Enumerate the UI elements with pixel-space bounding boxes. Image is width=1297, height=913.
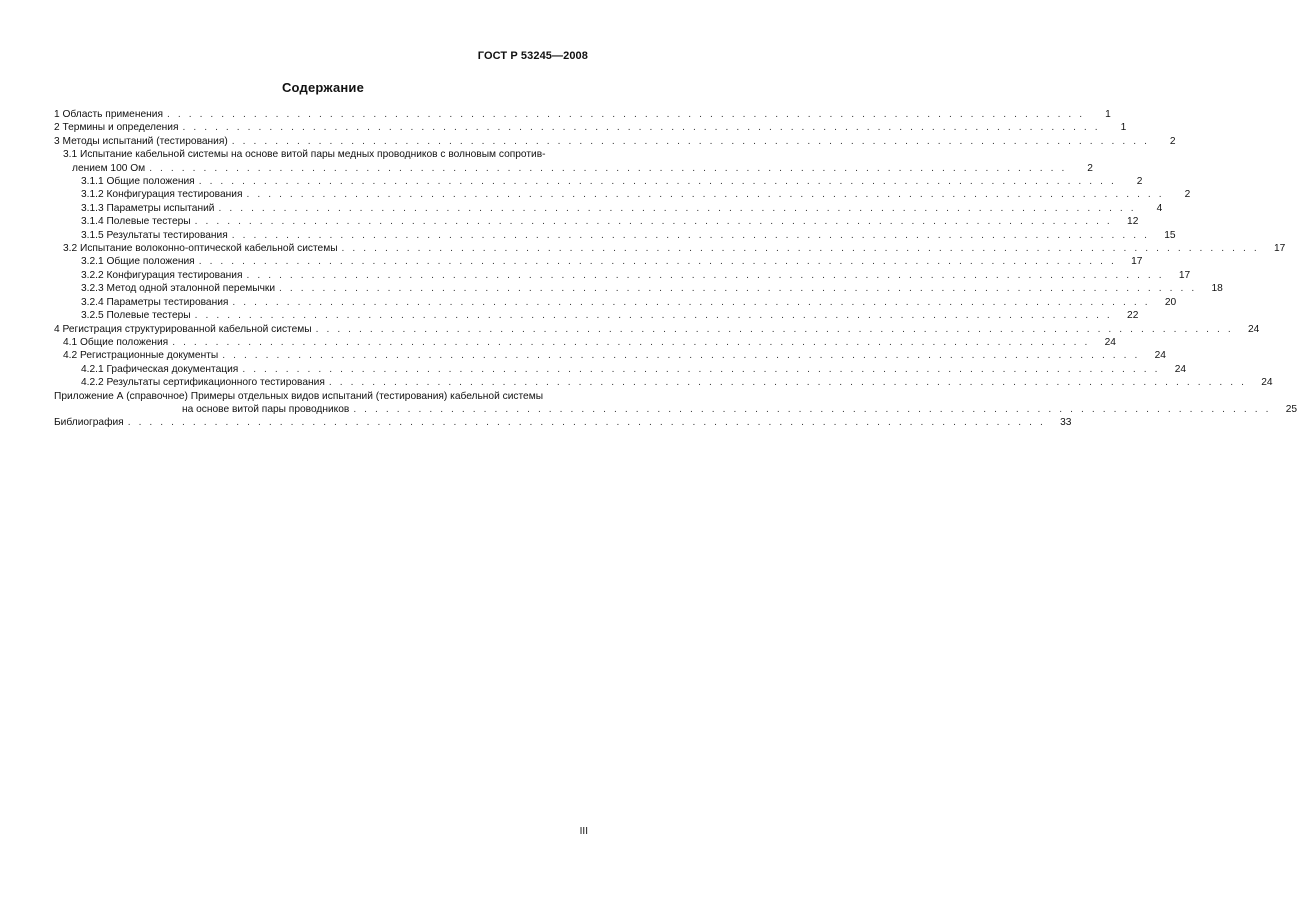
toc-entry-page: 24 [1261,377,1273,389]
toc-entry-page: 20 [1164,296,1177,308]
toc-entry[interactable] [54,108,1111,121]
toc-entry-label: 3.1.4 Полевые тестеры [81,216,191,228]
toc-entry-label: 2 Термины и определения [54,122,179,134]
toc-entry-label: 4.2.1 Графическая документация [81,363,239,375]
toc-entry-page: 24 [1174,363,1187,375]
toc-entry-label: 3 Методы испытаний (тестирования) [54,135,228,147]
leader-dots: . . . . . . . . . . . . . . . . . . . . . . . . . . . . . . . . . . . . . . . . . . . . . . . . . . . . . . . . . . . . . . . . . . . . . . . . . . . . . . . . . . . . . [246,269,1165,281]
leader-dots: . . . . . . . . . . . . . . . . . . . . . . . . . . . . . . . . . . . . . . . . . . . . . . . . . . . . . . . . . . . . . . . . . . . . . . . . . . . . . . . . . . . . . [194,216,1113,228]
toc-entry-label: 4.2.2 Результаты сертификационного тестирования [81,377,325,389]
toc-entry-label-line1: 3.1 Испытание кабельной системы на основе витой пары медных проводников с волновым сопротив- [63,149,546,161]
leader-dots: . . . . . . . . . . . . . . . . . . . . . . . . . . . . . . . . . . . . . . . . . . . . . . . . . . . . . . . . . . . . . . . . . . . . . . . . . . . . . . . . . . . . . [242,363,1161,375]
leader-dots: . . . . . . . . . . . . . . . . . . . . . . . . . . . . . . . . . . . . . . . . . . . . . . . . . . . . . . . . . . . . . . . . . . . . . . . . . . . . . . . . . . . . . [222,350,1140,362]
toc-entry-label: 3.2.3 Метод одной эталонной перемычки [81,283,276,295]
leader-dots: . . . . . . . . . . . . . . . . . . . . . . . . . . . . . . . . . . . . . . . . . . . . . . . . . . . . . . . . . . . . . . . . . . . . . . . . . . . . . . . . . . . . . [328,377,1247,389]
toc-entry-label: Библиография [54,417,124,429]
toc-entry[interactable] [54,188,1191,201]
toc-entry-page: 2 [1184,189,1191,201]
leader-dots: . . . . . . . . . . . . . . . . . . . . . . . . . . . . . . . . . . . . . . . . . . . . . . . . . . . . . . . . . . . . . . . . . . . . . . . . . . . . . . . . . . . . . [172,336,1090,348]
toc-entry-page: 33 [1060,417,1072,429]
toc-entry[interactable] [54,121,1127,134]
leader-dots: . . . . . . . . . . . . . . . . . . . . . . . . . . . . . . . . . . . . . . . . . . . . . . . . . . . . . . . . . . . . . . . . . . . . . . . . . . . . . . . . . . . . . [246,189,1165,201]
toc-entry[interactable] [54,175,1143,188]
toc-entry[interactable] [54,282,1223,295]
toc-entry-page: 15 [1164,229,1176,241]
toc-entry-label: 3.1.2 Конфигурация тестирования [81,189,243,201]
toc-title: Содержание [281,80,365,95]
leader-dots: . . . . . . . . . . . . . . . . . . . . . . . . . . . . . . . . . . . . . . . . . . . . . . . . . . . . . . . . . . . . . . . . . . . . . . . . . . . . . . . . . . . . . [341,243,1260,255]
toc-entry[interactable] [54,376,1273,389]
toc-entry-label: 3.1.1 Общие положения [81,176,195,188]
leader-dots: . . . . . . . . . . . . . . . . . . . . . . . . . . . . . . . . . . . . . . . . . . . . . . . . . . . . . . . . . . . . . . . . . . . . . . . . . . . . . . . . . . . . . [127,417,1046,429]
page-number: III [579,826,588,837]
toc-entry-label: 4 Регистрация структурированной кабельной системы [54,323,312,335]
leader-dots: . . . . . . . . . . . . . . . . . . . . . . . . . . . . . . . . . . . . . . . . . . . . . . . . . . . . . . . . . . . . . . . . . . . . . . . . . . . . . . . . . . . . . [182,122,1101,134]
toc-entry-continuation [63,162,1093,175]
leader-dots: . . . . . . . . . . . . . . . . . . . . . . . . . . . . . . . . . . . . . . . . . . . . . . . . . . . . . . . . . . . . . . . . . . . . . . . . . . . . . . . . . . . . . [232,296,1151,308]
toc-entry-page: 12 [1127,216,1139,228]
toc-entry-page: 2 [1087,162,1093,174]
toc-entry-page: 24 [1104,336,1116,348]
toc-entry-label: 3.2.2 Конфигурация тестирования [81,269,243,281]
leader-dots: . . . . . . . . . . . . . . . . . . . . . . . . . . . . . . . . . . . . . . . . . . . . . . . . . . . . . . . . . . . . . . . . . . . . . . . . . . . . . . . . . . . . . [218,202,1137,214]
toc-entry-page: 22 [1127,310,1139,322]
leader-dots: . . . . . . . . . . . . . . . . . . . . . . . . . . . . . . . . . . . . . . . . . . . . . . . . . . . . . . . . . . . . . . . . . . . . . . . . . . . . . . . . . . . . . [194,310,1113,322]
toc-entry[interactable] [54,255,1143,268]
toc-entry-label: лением 100 Ом [72,162,146,174]
toc-entry-label: 1 Область применения [54,109,163,120]
toc-entry[interactable] [54,323,1260,336]
toc-entry-label: 3.2.1 Общие положения [81,256,195,268]
leader-dots: . . . . . . . . . . . . . . . . . . . . . . . . . . . . . . . . . . . . . . . . . . . . . . . . . . . . . . . . . . . . . . . . . . . . . . . . . . . . . . . . . . . . . [279,283,1197,295]
toc-entry-label-line1: Приложение А (справочное) Примеры отдельных видов испытаний (тестирования) кабельной системы [54,390,544,402]
toc-entry-multiline[interactable] [54,148,1093,175]
leader-dots: . . . . . . . . . . . . . . . . . . . . . . . . . . . . . . . . . . . . . . . . . . . . . . . . . . . . . . . . . . . . . . . . . . . . . . . . . . . . . . . . . . . . . [198,176,1117,188]
toc-entry-label: 4.1 Общие положения [63,336,169,348]
toc-entry[interactable] [54,416,1072,429]
toc-entry-page: 24 [1248,323,1260,335]
toc-entry-label: 3.2.5 Полевые тестеры [81,310,191,322]
toc-entry-page: 17 [1131,256,1143,268]
toc-entry[interactable] [54,349,1166,362]
toc-entry-page: 17 [1273,243,1286,255]
toc-entry[interactable] [54,309,1139,322]
table-of-contents [54,108,1297,430]
toc-entry[interactable] [54,135,1176,148]
toc-entry[interactable] [54,336,1116,349]
toc-entry-page: 2 [1136,176,1143,188]
toc-entry-page: 25 [1285,403,1297,415]
toc-entry-page: 1 [1120,122,1127,134]
toc-entry[interactable] [54,363,1187,376]
leader-dots: . . . . . . . . . . . . . . . . . . . . . . . . . . . . . . . . . . . . . . . . . . . . . . . . . . . . . . . . . . . . . . . . . . . . . . . . . . . . . . . . . . . . . [198,256,1117,268]
toc-entry[interactable] [54,296,1177,309]
toc-entry[interactable] [54,242,1286,255]
leader-dots: . . . . . . . . . . . . . . . . . . . . . . . . . . . . . . . . . . . . . . . . . . . . . . . . . . . . . . . . . . . . . . . . . . . . . . . . . . . . . . . . . . . . . [231,229,1150,241]
toc-entry-page: 17 [1178,269,1191,281]
toc-entry-page: 2 [1169,135,1176,147]
toc-entry[interactable] [54,229,1176,242]
leader-dots: . . . . . . . . . . . . . . . . . . . . . . . . . . . . . . . . . . . . . . . . . . . . . . . . . . . . . . . . . . . . . . . . . . . . . . . . . . . . . . . . . . . . . [166,109,1085,120]
toc-entry-label: 3.2.4 Параметры тестирования [81,296,229,308]
toc-entry-page: 1 [1105,109,1111,120]
leader-dots: . . . . . . . . . . . . . . . . . . . . . . . . . . . . . . . . . . . . . . . . . . . . . . . . . . . . . . . . . . . . . . . . . . . . . . . . . . . . . . . . . . . . . [149,162,1067,174]
toc-entry-multiline[interactable] [54,390,1297,417]
toc-entry-label: 3.2 Испытание волоконно-оптической кабельной системы [63,243,338,255]
toc-entry-label: 4.2 Регистрационные документы [63,350,219,362]
toc-entry[interactable] [54,215,1139,228]
toc-entry-label: 3.1.3 Параметры испытаний [81,202,215,214]
leader-dots: . . . . . . . . . . . . . . . . . . . . . . . . . . . . . . . . . . . . . . . . . . . . . . . . . . . . . . . . . . . . . . . . . . . . . . . . . . . . . . . . . . . . . [353,403,1272,415]
toc-entry-label: 3.1.5 Результаты тестирования [81,229,228,241]
toc-entry-label: на основе витой пары проводников [182,403,350,415]
toc-entry[interactable] [54,202,1163,215]
toc-entry-continuation [54,403,1297,416]
toc-entry[interactable] [54,269,1191,282]
toc-entry-page: 4 [1156,202,1163,214]
toc-entry-page: 18 [1211,283,1223,295]
leader-dots: . . . . . . . . . . . . . . . . . . . . . . . . . . . . . . . . . . . . . . . . . . . . . . . . . . . . . . . . . . . . . . . . . . . . . . . . . . . . . . . . . . . . . [315,323,1234,335]
leader-dots: . . . . . . . . . . . . . . . . . . . . . . . . . . . . . . . . . . . . . . . . . . . . . . . . . . . . . . . . . . . . . . . . . . . . . . . . . . . . . . . . . . . . . [231,135,1150,147]
document-code: ГОСТ Р 53245—2008 [477,50,588,62]
toc-entry-page: 24 [1154,350,1166,362]
